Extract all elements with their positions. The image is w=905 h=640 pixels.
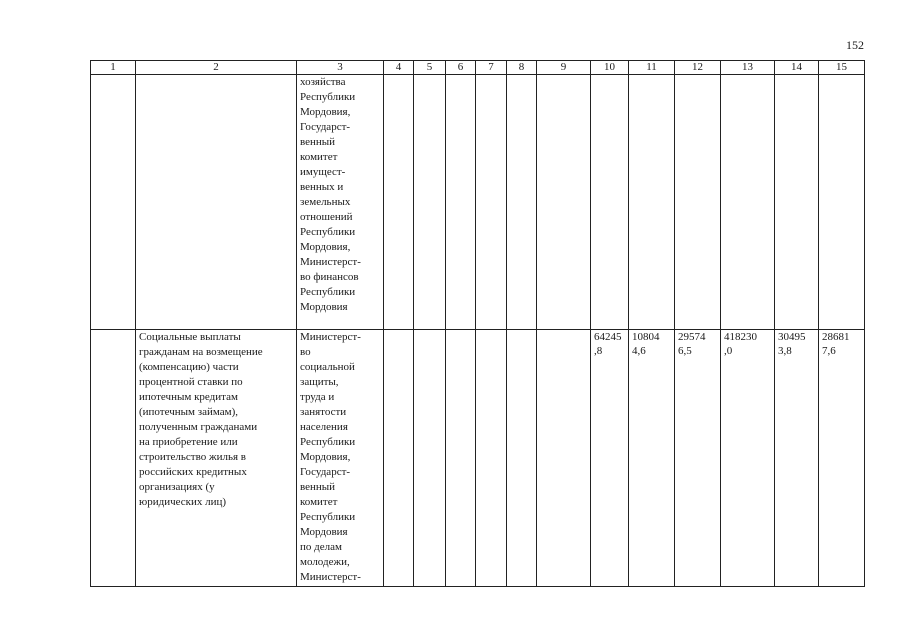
executor-text: Министерст- во социальной защиты, труда и занятости населения Республики Мордовия, Государст- венный комитет Республики Мордовия по делам молодежи, Министерст- [300,331,361,583]
program-name-cell [136,75,297,330]
value-cell-col-8 [507,75,537,330]
value-cell-col-5 [414,330,446,587]
value-cell-col-13 [721,75,775,330]
row-number-cell [91,330,136,587]
value-cell-col-14 [775,75,819,330]
value-cell-col-12: 29574 6,5 [675,330,721,587]
header-col-4: 4 [384,61,414,75]
header-col-2: 2 [136,61,297,75]
value-cell-col-10 [591,75,629,330]
table-row [91,75,865,330]
value-cell-col-6 [446,75,476,330]
value-cell-col-7 [476,75,507,330]
value-cell-col-11 [629,75,675,330]
header-col-1: 1 [91,61,136,75]
value-cell-col-8 [507,330,537,587]
header-col-3: 3 [297,61,384,75]
value-cell-col-6 [446,330,476,587]
header-col-11: 11 [629,61,675,75]
header-col-12: 12 [675,61,721,75]
value-cell-col-4 [384,75,414,330]
value-cell-col-15: 28681 7,6 [819,330,865,587]
table-row [91,330,865,587]
header-col-10: 10 [591,61,629,75]
header-col-8: 8 [507,61,537,75]
value-cell-col-14: 30495 3,8 [775,330,819,587]
value-cell-col-7 [476,330,507,587]
value-cell-col-12 [675,75,721,330]
value-cell-col-10: 64245 ,8 [591,330,629,587]
header-col-5: 5 [414,61,446,75]
value-cell-col-15 [819,75,865,330]
header-col-13: 13 [721,61,775,75]
executor-cell [297,330,384,587]
header-col-6: 6 [446,61,476,75]
program-name-cell [136,330,297,587]
header-col-9: 9 [537,61,591,75]
program-name-text: Социальные выплаты гражданам на возмещение (компенсацию) части процентной ставки по ипотечным кредитам (ипотечным займам), полученным гражданами на приобретение или строительство жилья в российских кредитных организациях (у юридических лиц) [139,331,263,508]
header-col-7: 7 [476,61,507,75]
row-number-cell [91,75,136,330]
value-cell-col-9 [537,75,591,330]
value-cell-col-5 [414,75,446,330]
value-cell-col-11: 10804 4,6 [629,330,675,587]
value-cell-col-13: 418230 ,0 [721,330,775,587]
executor-cell [297,75,384,330]
page-number: 152 [846,38,864,52]
header-col-15: 15 [819,61,865,75]
header-col-14: 14 [775,61,819,75]
value-cell-col-9 [537,330,591,587]
value-cell-col-4 [384,330,414,587]
budget-table [90,60,865,587]
header-row [91,61,865,75]
executor-text: хозяйства Республики Мордовия, Государст- венный комитет имущест- венных и земельных отношений Республики Мордовия, Министерст- во финансов Республики Мордовия [300,76,361,313]
